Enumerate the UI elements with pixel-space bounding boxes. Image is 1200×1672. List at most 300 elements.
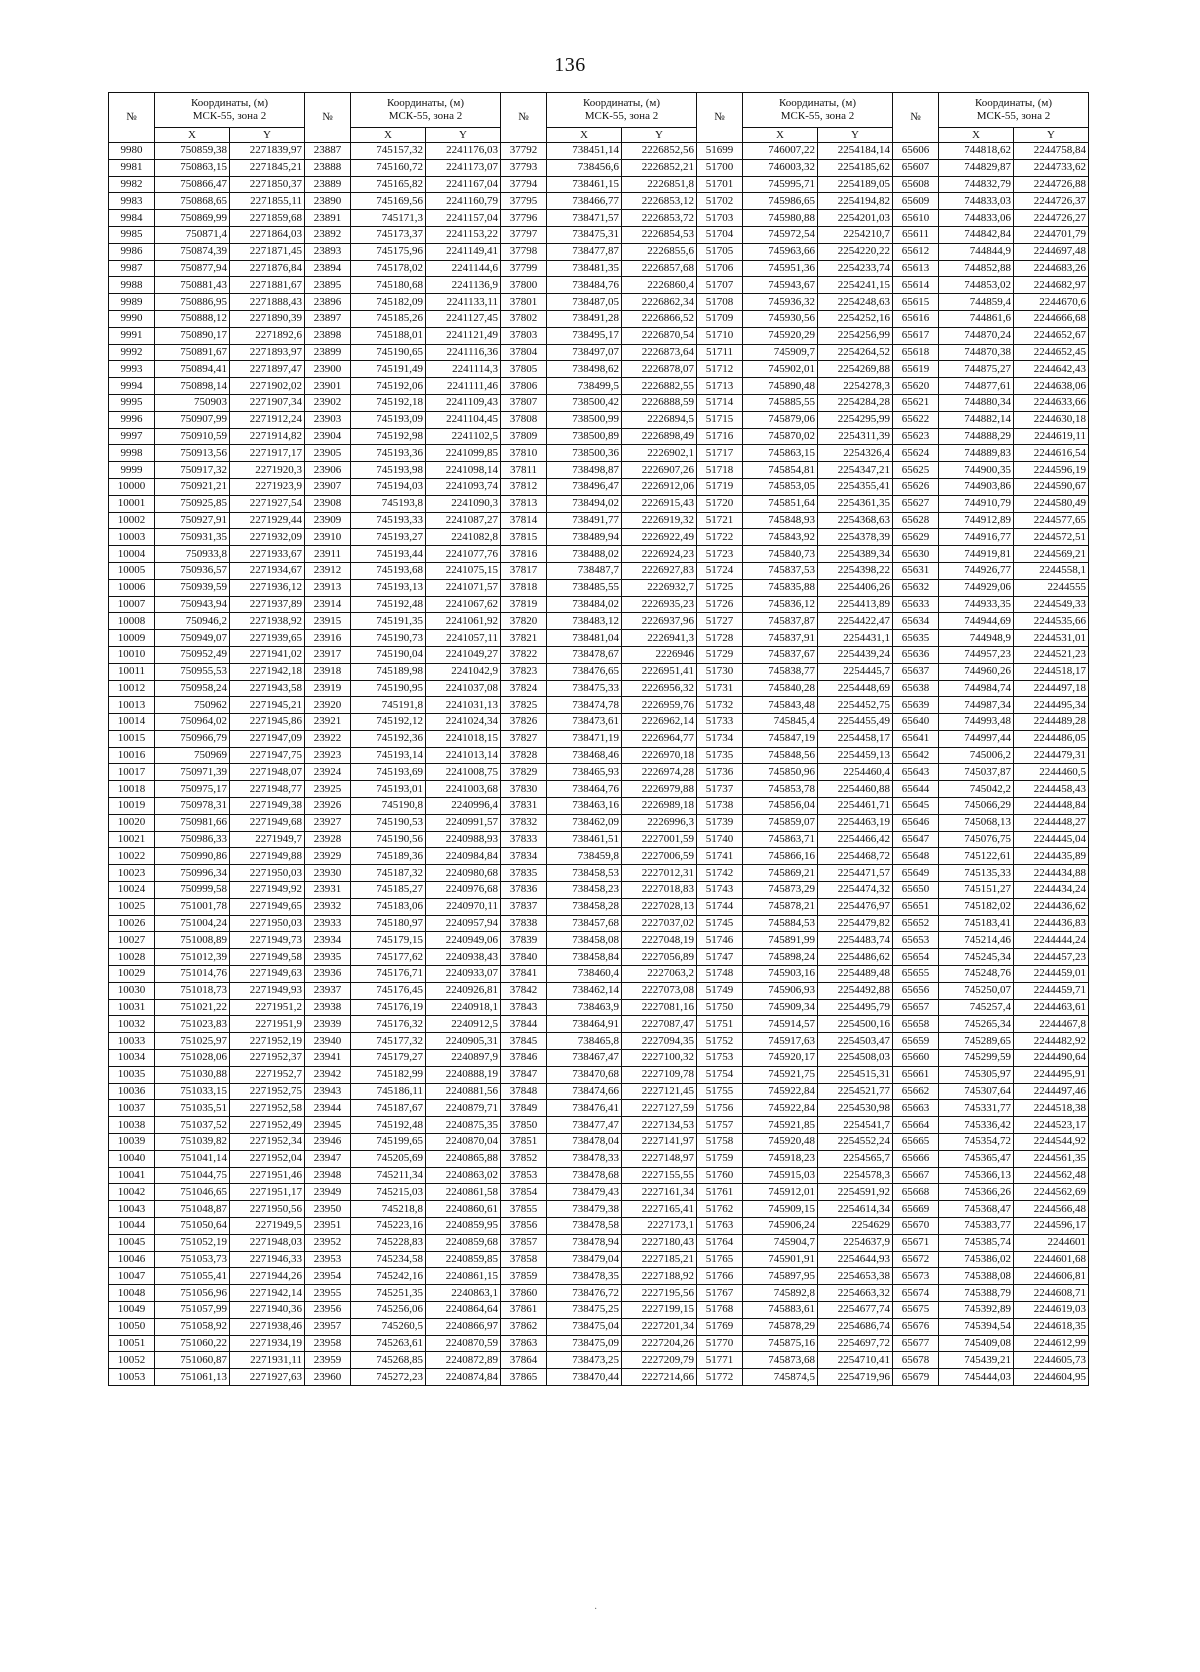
point-number: 10043: [109, 1201, 155, 1218]
y-coordinate: 2254486,62: [818, 949, 893, 966]
x-coordinate: 744852,88: [939, 260, 1014, 277]
x-coordinate: 745251,35: [351, 1285, 426, 1302]
no-header: №: [501, 93, 547, 143]
y-coordinate: 2241133,11: [426, 294, 501, 311]
table-row: [109, 596, 1089, 613]
point-number: 10017: [109, 764, 155, 781]
y-coordinate: 2241157,04: [426, 210, 501, 227]
point-number: 10015: [109, 730, 155, 747]
table-row: [109, 1033, 1089, 1050]
x-coordinate: 745193,27: [351, 529, 426, 546]
x-coordinate: 745192,48: [351, 596, 426, 613]
point-number: 65606: [893, 143, 939, 160]
point-number: 51744: [697, 898, 743, 915]
y-coordinate: 2244435,89: [1014, 848, 1089, 865]
y-coordinate: 2271932,09: [230, 529, 305, 546]
x-coordinate: 745176,71: [351, 966, 426, 983]
y-coordinate: 2240988,93: [426, 831, 501, 848]
point-number: 10035: [109, 1066, 155, 1083]
x-coordinate: 738473,25: [547, 1352, 622, 1369]
y-coordinate: 2271952,19: [230, 1033, 305, 1050]
y-coordinate: 2244459,01: [1014, 966, 1089, 983]
y-coordinate: 2240949,06: [426, 932, 501, 949]
point-number: 51760: [697, 1167, 743, 1184]
x-coordinate: 751050,64: [155, 1218, 230, 1235]
point-number: 10007: [109, 596, 155, 613]
x-coordinate: 738478,33: [547, 1150, 622, 1167]
point-number: 51702: [697, 193, 743, 210]
point-number: 10029: [109, 966, 155, 983]
x-coordinate: 745917,63: [743, 1033, 818, 1050]
table-row: [109, 1184, 1089, 1201]
x-coordinate: 738474,78: [547, 697, 622, 714]
x-coordinate: 745289,65: [939, 1033, 1014, 1050]
point-number: 37822: [501, 646, 547, 663]
point-number: 65639: [893, 697, 939, 714]
y-coordinate: 2244518,17: [1014, 663, 1089, 680]
point-number: 37838: [501, 915, 547, 932]
y-coordinate: 2254398,22: [818, 562, 893, 579]
y-coordinate: 2254503,47: [818, 1033, 893, 1050]
point-number: 10033: [109, 1033, 155, 1050]
point-number: 23953: [305, 1251, 351, 1268]
y-coordinate: 2241176,03: [426, 143, 501, 160]
y-coordinate: 2244490,64: [1014, 1050, 1089, 1067]
point-number: 51722: [697, 529, 743, 546]
y-coordinate: 2227094,35: [622, 1033, 697, 1050]
x-coordinate: 745848,93: [743, 512, 818, 529]
table-row: [109, 361, 1089, 378]
y-coordinate: 2254644,93: [818, 1251, 893, 1268]
x-coordinate: 745183,06: [351, 898, 426, 915]
x-coordinate: 745223,16: [351, 1218, 426, 1235]
x-coordinate: 745228,83: [351, 1234, 426, 1251]
y-coordinate: 2244726,27: [1014, 210, 1089, 227]
point-number: 37832: [501, 814, 547, 831]
y-coordinate: 2227012,31: [622, 865, 697, 882]
point-number: 10045: [109, 1234, 155, 1251]
point-number: 65618: [893, 344, 939, 361]
y-coordinate: 2271929,44: [230, 512, 305, 529]
y-coordinate: 2241087,27: [426, 512, 501, 529]
point-number: 10038: [109, 1117, 155, 1134]
x-coordinate: 745185,26: [351, 310, 426, 327]
x-coordinate: 745037,87: [939, 764, 1014, 781]
y-coordinate: 2254368,63: [818, 512, 893, 529]
point-number: 51706: [697, 260, 743, 277]
point-number: 51741: [697, 848, 743, 865]
point-number: 51701: [697, 176, 743, 193]
y-coordinate: 2271952,37: [230, 1050, 305, 1067]
x-coordinate: 745256,06: [351, 1301, 426, 1318]
x-coordinate: 745914,57: [743, 1016, 818, 1033]
x-coordinate: 738470,44: [547, 1369, 622, 1386]
x-coordinate: 745190,04: [351, 646, 426, 663]
x-coordinate: 751057,99: [155, 1301, 230, 1318]
point-number: 23944: [305, 1100, 351, 1117]
point-number: 37806: [501, 378, 547, 395]
x-coordinate: 744877,61: [939, 378, 1014, 395]
x-header: X: [939, 128, 1014, 143]
point-number: 10036: [109, 1083, 155, 1100]
x-coordinate: 745386,02: [939, 1251, 1014, 1268]
no-header: №: [305, 93, 351, 143]
x-header: X: [351, 128, 426, 143]
point-number: 10037: [109, 1100, 155, 1117]
y-coordinate: 2271931,11: [230, 1352, 305, 1369]
x-coordinate: 738475,25: [547, 1301, 622, 1318]
x-coordinate: 745863,71: [743, 831, 818, 848]
x-coordinate: 745165,82: [351, 176, 426, 193]
y-coordinate: 2271948,03: [230, 1234, 305, 1251]
no-header: №: [697, 93, 743, 143]
point-number: 65657: [893, 999, 939, 1016]
point-number: 23911: [305, 546, 351, 563]
x-coordinate: 738483,12: [547, 613, 622, 630]
point-number: 65622: [893, 411, 939, 428]
y-coordinate: 2244596,17: [1014, 1218, 1089, 1235]
x-coordinate: 745183,41: [939, 915, 1014, 932]
point-number: 51764: [697, 1234, 743, 1251]
point-number: 37843: [501, 999, 547, 1016]
y-coordinate: 2271936,12: [230, 579, 305, 596]
y-coordinate: 2240926,81: [426, 982, 501, 999]
point-number: 51717: [697, 445, 743, 462]
y-coordinate: 2240865,88: [426, 1150, 501, 1167]
point-number: 23941: [305, 1050, 351, 1067]
point-number: 65658: [893, 1016, 939, 1033]
x-coordinate: 745936,32: [743, 294, 818, 311]
point-number: 37818: [501, 579, 547, 596]
y-coordinate: 2254278,3: [818, 378, 893, 395]
x-coordinate: 738496,47: [547, 478, 622, 495]
x-coordinate: 745394,54: [939, 1318, 1014, 1335]
y-coordinate: 2244518,38: [1014, 1100, 1089, 1117]
y-coordinate: 2227141,97: [622, 1134, 697, 1151]
x-coordinate: 745179,27: [351, 1050, 426, 1067]
point-number: 10026: [109, 915, 155, 932]
x-coordinate: 745205,69: [351, 1150, 426, 1167]
x-coordinate: 745838,77: [743, 663, 818, 680]
table-row: [109, 714, 1089, 731]
y-coordinate: 2271864,03: [230, 226, 305, 243]
y-coordinate: 2254233,74: [818, 260, 893, 277]
point-number: 37815: [501, 529, 547, 546]
y-coordinate: 2254452,75: [818, 697, 893, 714]
point-number: 23904: [305, 428, 351, 445]
table-row: [109, 294, 1089, 311]
x-coordinate: 738458,08: [547, 932, 622, 949]
point-number: 10040: [109, 1150, 155, 1167]
y-coordinate: 2254458,17: [818, 730, 893, 747]
point-number: 37851: [501, 1134, 547, 1151]
y-coordinate: 2240861,15: [426, 1268, 501, 1285]
point-number: 37807: [501, 394, 547, 411]
point-number: 37829: [501, 764, 547, 781]
x-coordinate: 745187,32: [351, 865, 426, 882]
x-coordinate: 745901,91: [743, 1251, 818, 1268]
y-coordinate: 2226937,96: [622, 613, 697, 630]
x-coordinate: 738479,38: [547, 1201, 622, 1218]
y-coordinate: 2241116,36: [426, 344, 501, 361]
x-coordinate: 745190,56: [351, 831, 426, 848]
x-coordinate: 738465,8: [547, 1033, 622, 1050]
table-row: [109, 562, 1089, 579]
point-number: 9984: [109, 210, 155, 227]
y-coordinate: 2226902,1: [622, 445, 697, 462]
y-coordinate: 2241013,14: [426, 747, 501, 764]
x-header: X: [743, 128, 818, 143]
x-coordinate: 744910,79: [939, 495, 1014, 512]
table-row: [109, 1369, 1089, 1386]
x-coordinate: 745856,04: [743, 798, 818, 815]
x-coordinate: 745892,8: [743, 1285, 818, 1302]
x-coordinate: 745883,61: [743, 1301, 818, 1318]
x-coordinate: 745383,77: [939, 1218, 1014, 1235]
point-number: 65665: [893, 1134, 939, 1151]
x-coordinate: 738464,76: [547, 781, 622, 798]
point-number: 65637: [893, 663, 939, 680]
x-coordinate: 750921,21: [155, 478, 230, 495]
point-number: 65674: [893, 1285, 939, 1302]
y-coordinate: 2271950,03: [230, 865, 305, 882]
y-coordinate: 2254479,82: [818, 915, 893, 932]
x-coordinate: 745307,64: [939, 1083, 1014, 1100]
y-coordinate: 2254463,19: [818, 814, 893, 831]
point-number: 65652: [893, 915, 939, 932]
y-coordinate: 2254468,72: [818, 848, 893, 865]
x-coordinate: 745903,16: [743, 966, 818, 983]
y-coordinate: 2227121,45: [622, 1083, 697, 1100]
y-coordinate: 2240879,71: [426, 1100, 501, 1117]
y-coordinate: 2244531,01: [1014, 630, 1089, 647]
y-coordinate: 2271947,75: [230, 747, 305, 764]
y-coordinate: 2227209,79: [622, 1352, 697, 1369]
x-coordinate: 745444,03: [939, 1369, 1014, 1386]
point-number: 37854: [501, 1184, 547, 1201]
point-number: 37803: [501, 327, 547, 344]
point-number: 51715: [697, 411, 743, 428]
table-row: [109, 1301, 1089, 1318]
point-number: 37855: [501, 1201, 547, 1218]
point-number: 37800: [501, 277, 547, 294]
point-number: 23900: [305, 361, 351, 378]
y-coordinate: 2226959,76: [622, 697, 697, 714]
table-row: [109, 176, 1089, 193]
x-coordinate: 751041,14: [155, 1150, 230, 1167]
y-coordinate: 2226927,83: [622, 562, 697, 579]
point-number: 23930: [305, 865, 351, 882]
point-number: 65660: [893, 1050, 939, 1067]
point-number: 23952: [305, 1234, 351, 1251]
x-coordinate: 744875,27: [939, 361, 1014, 378]
point-number: 51712: [697, 361, 743, 378]
x-coordinate: 745863,15: [743, 445, 818, 462]
point-number: 10000: [109, 478, 155, 495]
x-coordinate: 745878,29: [743, 1318, 818, 1335]
x-coordinate: 745866,16: [743, 848, 818, 865]
x-coordinate: 744944,69: [939, 613, 1014, 630]
point-number: 10047: [109, 1268, 155, 1285]
y-coordinate: 2240933,07: [426, 966, 501, 983]
point-number: 23899: [305, 344, 351, 361]
y-coordinate: 2271946,33: [230, 1251, 305, 1268]
y-coordinate: 2271949,58: [230, 949, 305, 966]
coordinates-table: [108, 92, 1089, 1386]
y-coordinate: 2226898,49: [622, 428, 697, 445]
y-coordinate: 2254295,99: [818, 411, 893, 428]
table-row: [109, 730, 1089, 747]
x-coordinate: 745068,13: [939, 814, 1014, 831]
y-coordinate: 2244666,68: [1014, 310, 1089, 327]
point-number: 10049: [109, 1301, 155, 1318]
point-number: 51742: [697, 865, 743, 882]
x-coordinate: 750925,85: [155, 495, 230, 512]
x-coordinate: 745873,29: [743, 882, 818, 899]
y-coordinate: 2254476,97: [818, 898, 893, 915]
point-number: 51747: [697, 949, 743, 966]
table-row: [109, 630, 1089, 647]
point-number: 9990: [109, 310, 155, 327]
x-coordinate: 745912,01: [743, 1184, 818, 1201]
point-number: 9999: [109, 462, 155, 479]
point-number: 37837: [501, 898, 547, 915]
point-number: 37814: [501, 512, 547, 529]
x-coordinate: 738470,68: [547, 1066, 622, 1083]
point-number: 51724: [697, 562, 743, 579]
x-coordinate: 738463,16: [547, 798, 622, 815]
y-coordinate: 2271949,92: [230, 882, 305, 899]
x-coordinate: 745182,02: [939, 898, 1014, 915]
point-number: 51756: [697, 1100, 743, 1117]
y-coordinate: 2241102,5: [426, 428, 501, 445]
point-number: 23936: [305, 966, 351, 983]
y-coordinate: 2254677,74: [818, 1301, 893, 1318]
point-number: 37834: [501, 848, 547, 865]
point-number: 9987: [109, 260, 155, 277]
point-number: 23898: [305, 327, 351, 344]
point-number: 37839: [501, 932, 547, 949]
y-coordinate: 2240863,02: [426, 1167, 501, 1184]
x-coordinate: 738459,8: [547, 848, 622, 865]
point-number: 23907: [305, 478, 351, 495]
y-coordinate: 2226932,7: [622, 579, 697, 596]
point-number: 65628: [893, 512, 939, 529]
point-number: 65629: [893, 529, 939, 546]
y-coordinate: 2271945,21: [230, 697, 305, 714]
y-coordinate: 2254311,39: [818, 428, 893, 445]
y-header: Y: [1014, 128, 1089, 143]
x-coordinate: 744916,77: [939, 529, 1014, 546]
point-number: 51703: [697, 210, 743, 227]
y-coordinate: 2244566,48: [1014, 1201, 1089, 1218]
point-number: 51761: [697, 1184, 743, 1201]
y-coordinate: 2254637,9: [818, 1234, 893, 1251]
y-coordinate: 2254455,49: [818, 714, 893, 731]
point-number: 23892: [305, 226, 351, 243]
x-coordinate: 738458,84: [547, 949, 622, 966]
y-coordinate: 2254474,32: [818, 882, 893, 899]
point-number: 10048: [109, 1285, 155, 1302]
x-coordinate: 745848,56: [743, 747, 818, 764]
x-coordinate: 745176,32: [351, 1016, 426, 1033]
x-coordinate: 745190,95: [351, 680, 426, 697]
point-number: 10023: [109, 865, 155, 882]
point-number: 51769: [697, 1318, 743, 1335]
point-number: 51752: [697, 1033, 743, 1050]
x-coordinate: 738451,14: [547, 143, 622, 160]
point-number: 37801: [501, 294, 547, 311]
y-coordinate: 2226922,49: [622, 529, 697, 546]
y-coordinate: 2271952,49: [230, 1117, 305, 1134]
y-coordinate: 2240888,19: [426, 1066, 501, 1083]
point-number: 10005: [109, 562, 155, 579]
point-number: 23917: [305, 646, 351, 663]
table-row: [109, 949, 1089, 966]
table-row: [109, 663, 1089, 680]
x-coordinate: 745875,16: [743, 1335, 818, 1352]
point-number: 9988: [109, 277, 155, 294]
x-coordinate: 751004,24: [155, 915, 230, 932]
y-coordinate: 2227048,19: [622, 932, 697, 949]
y-coordinate: 2227148,97: [622, 1150, 697, 1167]
point-number: 23931: [305, 882, 351, 899]
x-coordinate: 745192,06: [351, 378, 426, 395]
x-coordinate: 738484,02: [547, 596, 622, 613]
point-number: 37856: [501, 1218, 547, 1235]
point-number: 37793: [501, 159, 547, 176]
point-number: 37827: [501, 730, 547, 747]
y-coordinate: 2240918,1: [426, 999, 501, 1016]
x-coordinate: 744900,35: [939, 462, 1014, 479]
point-number: 37849: [501, 1100, 547, 1117]
point-number: 37811: [501, 462, 547, 479]
x-coordinate: 745192,36: [351, 730, 426, 747]
x-coordinate: 745248,76: [939, 966, 1014, 983]
x-coordinate: 745869,21: [743, 865, 818, 882]
table-row: [109, 1050, 1089, 1067]
y-coordinate: 2271839,97: [230, 143, 305, 160]
x-coordinate: 745192,12: [351, 714, 426, 731]
x-coordinate: 745837,87: [743, 613, 818, 630]
table-row: [109, 898, 1089, 915]
point-number: 23947: [305, 1150, 351, 1167]
y-coordinate: 2254326,4: [818, 445, 893, 462]
x-coordinate: 745870,02: [743, 428, 818, 445]
point-number: 51743: [697, 882, 743, 899]
point-number: 51762: [697, 1201, 743, 1218]
x-coordinate: 738457,68: [547, 915, 622, 932]
point-number: 9981: [109, 159, 155, 176]
x-coordinate: 738479,43: [547, 1184, 622, 1201]
x-coordinate: 745439,21: [939, 1352, 1014, 1369]
point-number: 37830: [501, 781, 547, 798]
point-number: 51755: [697, 1083, 743, 1100]
y-coordinate: 2254269,88: [818, 361, 893, 378]
coordinates-header: [743, 93, 893, 128]
x-coordinate: 745193,13: [351, 579, 426, 596]
table-row: [109, 260, 1089, 277]
point-number: 23959: [305, 1352, 351, 1369]
y-coordinate: 2241136,9: [426, 277, 501, 294]
y-coordinate: 2244619,03: [1014, 1301, 1089, 1318]
x-coordinate: 750917,32: [155, 462, 230, 479]
y-coordinate: 2244544,92: [1014, 1134, 1089, 1151]
x-coordinate: 745171,3: [351, 210, 426, 227]
x-coordinate: 745193,8: [351, 495, 426, 512]
point-number: 23893: [305, 243, 351, 260]
x-coordinate: 745840,73: [743, 546, 818, 563]
